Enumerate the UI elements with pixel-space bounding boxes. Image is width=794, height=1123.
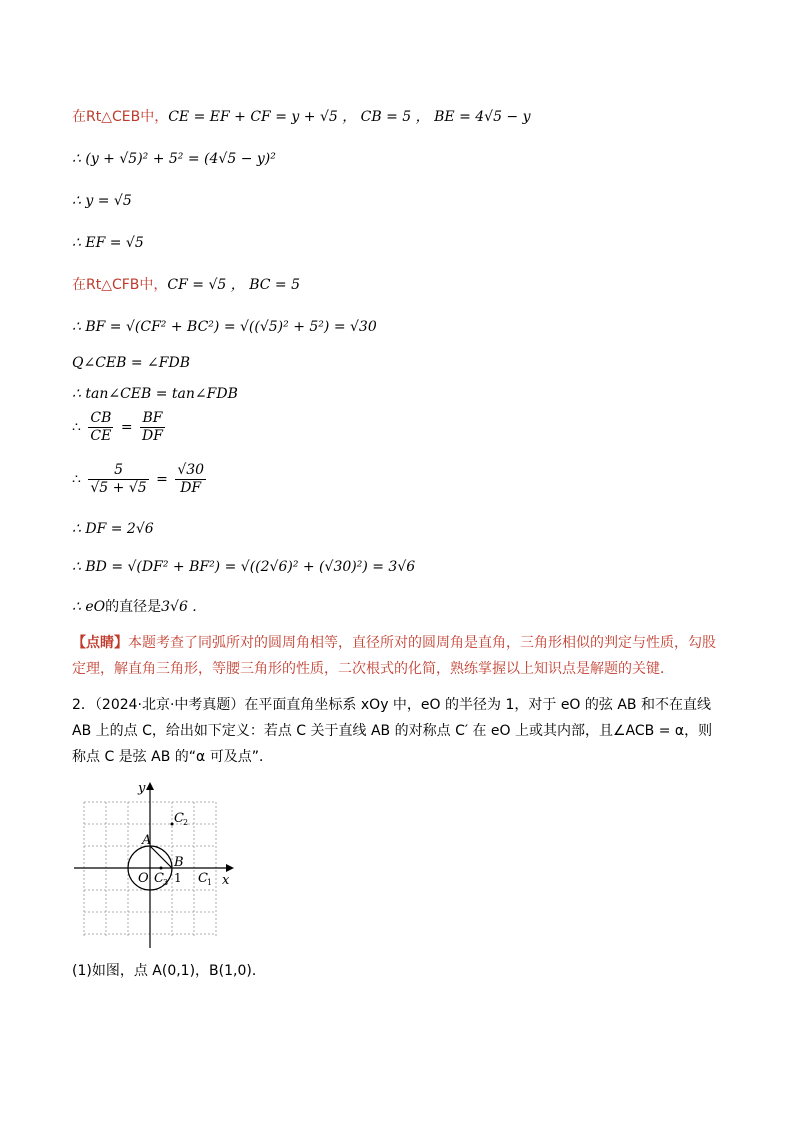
line-11: ∴ DF = 2√6: [72, 521, 154, 537]
line-3: ∴ y = √5: [72, 193, 132, 209]
line-13: [72, 598, 197, 616]
label-c1: C: [198, 871, 208, 886]
comment-paragraph: [72, 630, 722, 682]
comment-tag: 【点睛】: [72, 635, 128, 651]
fraction-denominator: DF: [142, 428, 163, 444]
fraction-numerator: CB: [90, 410, 112, 426]
label-c2-sub: 2: [183, 818, 189, 827]
line-1-prefix: 在Rt△CEB中，: [72, 109, 169, 125]
comment-text: 本题考查了同弧所对的圆周角相等，直径所对的圆周角是直角，三角形相似的判定与性质，勾股定理，解直角三角形，等腰三角形的性质，二次根式的化简，熟练掌握以上知识点是解题的关键．: [72, 635, 716, 677]
line-5-math: CF = √5 ， BC = 5: [167, 277, 301, 293]
line-1-math: CE = EF + CF = y + √5 ， CB = 5 ， BE = 4√5 − y: [168, 109, 531, 125]
label-x: x: [222, 873, 230, 888]
label-c3: C: [154, 871, 164, 886]
line-8: ∴ tan∠CEB = tan∠FDB: [72, 386, 238, 402]
label-c2: C: [174, 811, 184, 826]
label-o: O: [138, 871, 149, 886]
label-one: 1: [174, 871, 182, 885]
line-12: ∴ BD = √(DF² + BF²) = √((2√6)² + (√30)²) = 3√6: [72, 559, 416, 575]
line-1: [72, 108, 531, 126]
fraction-numerator: BF: [140, 410, 165, 428]
line-13-math: ∴ eO: [72, 599, 106, 615]
line-9-therefore: ∴: [72, 419, 81, 436]
problem-2-part-1: (1)如图，点 A(0,1)，B(1,0)．: [72, 963, 266, 979]
y-axis-arrow: [146, 782, 154, 790]
fraction-numerator: 5: [88, 462, 148, 480]
line-10-therefore: ∴: [72, 471, 81, 488]
line-6: ∴ BF = √(CF² + BC²) = √((√5)² + 5²) = √30: [72, 319, 377, 335]
line-10: [72, 462, 209, 497]
line-13-value: 3√6 .: [161, 599, 197, 615]
fraction-cb-ce: [88, 410, 113, 445]
line-13-text: 的直径是: [105, 599, 162, 615]
fraction-denominator: CE: [90, 428, 112, 444]
line-4: ∴ EF = √5: [72, 235, 144, 251]
equals-sign: =: [156, 471, 168, 488]
fraction-denominator: √5 + √5: [90, 480, 147, 496]
fraction-denominator: DF: [180, 480, 202, 496]
line-9: [72, 410, 168, 445]
fraction-5-over-sum: [88, 462, 148, 497]
label-a: A: [142, 833, 152, 848]
x-axis-arrow: [226, 864, 234, 872]
equals-sign: =: [120, 419, 133, 436]
label-c3-sub: 3: [163, 878, 169, 887]
fraction-sqrt30-df: [175, 462, 206, 497]
line-5: [72, 276, 300, 294]
coordinate-figure: [70, 778, 240, 956]
label-y: y: [138, 781, 146, 796]
fraction-bf-df: [140, 410, 165, 445]
problem-2-paragraph: 2．（2024·北京·中考真题）在平面直角坐标系 xOy 中，eO 的半径为 1，对于 eO 的弦 AB 和不在直线 AB 上的点 C，给出如下定义：若点 C 关于直线 AB 的对称点 C′ 在 eO 上或其内部，且∠ACB = α，则称点 C 是弦 AB 的“α 可及点”．: [72, 697, 713, 765]
label-c1-sub: 1: [207, 878, 213, 887]
fraction-numerator: √30: [177, 462, 205, 478]
point-c3: [160, 867, 163, 870]
label-b: B: [174, 855, 184, 870]
line-7: Q∠CEB = ∠FDB: [72, 355, 191, 371]
line-2: ∴ (y + √5)² + 5² = (4√5 − y)²: [72, 151, 276, 167]
line-5-prefix: 在Rt△CFB中，: [72, 277, 168, 293]
